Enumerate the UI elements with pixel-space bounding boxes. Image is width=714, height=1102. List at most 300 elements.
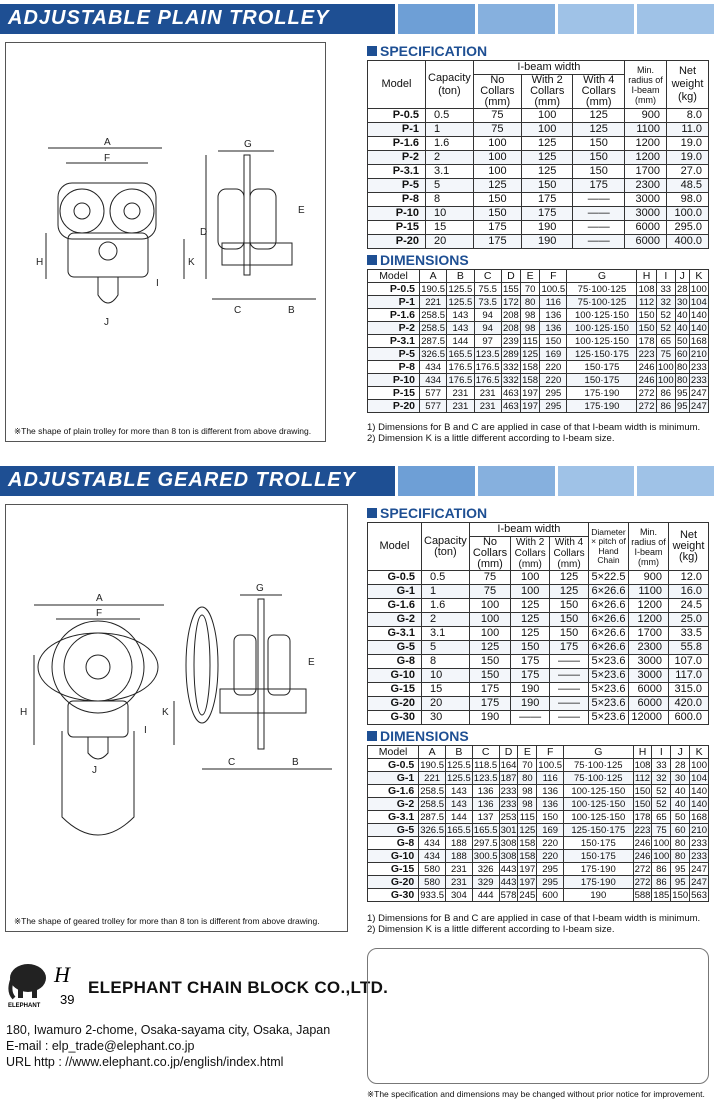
dim-cell: 300.5 [473, 850, 498, 862]
dim-cell: 158 [522, 374, 539, 386]
spec-row [368, 179, 709, 193]
spec-cell: 30 [422, 711, 470, 725]
svg-text:B: B [288, 305, 295, 316]
dim-cell: 295 [540, 400, 567, 413]
dim-cell: 73.5 [474, 296, 501, 309]
dim-cell: 308 [500, 850, 517, 862]
spec-cell: —— [573, 193, 625, 207]
model-cell: G-3.1 [368, 627, 422, 641]
dim-cell: 116 [537, 772, 564, 785]
spec-cell: 5×22.5 [589, 571, 629, 585]
dim-cell: 80 [677, 374, 688, 386]
spec-row [368, 109, 709, 123]
dim-cell: 94 [474, 309, 501, 322]
dim-cell: 165.5 [473, 824, 498, 836]
spec-cell: 150 [573, 137, 625, 151]
spec-cell: 0.5 [426, 109, 474, 123]
spec-cell: 10 [422, 669, 470, 683]
dim-cell: 75 [656, 348, 675, 361]
dim-cell: 140 [691, 785, 707, 797]
model-cell: G-1 [368, 585, 422, 599]
dim-cell: 289 [502, 348, 519, 360]
dim-cell: 95 [677, 387, 688, 399]
spec-row [368, 123, 709, 137]
dim-cell: 231 [447, 400, 474, 413]
dim-cell: 176.5 [448, 374, 473, 386]
model-cell: G-1.6 [368, 785, 419, 798]
spec-cell: 175 [521, 193, 573, 207]
dim-cell: 221 [419, 772, 446, 785]
model-cell: P-8 [368, 193, 426, 207]
dim-cell: 150 [672, 889, 689, 901]
dim-cell: 297.5 [473, 837, 498, 849]
email-line: E-mail : elp_trade@elephant.co.jp [6, 1039, 195, 1053]
dim-cell: 245 [519, 889, 536, 901]
dim-cell: 40 [677, 322, 688, 334]
dim-cell: 40 [671, 785, 690, 798]
dim-row [368, 785, 709, 798]
company-name: ELEPHANT CHAIN BLOCK CO.,LTD. [88, 978, 389, 997]
spec-cell: 1200 [625, 151, 667, 165]
dim-header-cell: I [656, 270, 675, 283]
spec-cell: 2 [422, 613, 470, 627]
spec-cell: 175 [473, 235, 521, 249]
spec-cell: 24.5 [669, 599, 709, 613]
dim-cell: 933.5 [420, 889, 444, 901]
spec-cell: 125 [511, 599, 550, 613]
model-cell: P-1.6 [368, 309, 420, 322]
dim-header-cell: A [419, 746, 446, 759]
plain-dim-header-row [368, 270, 709, 283]
spec-cell: —— [550, 669, 589, 683]
spec-cell: 75 [473, 123, 521, 137]
model-cell: G-8 [368, 837, 419, 850]
dim-cell: 247 [690, 400, 707, 412]
dim-cell: 197 [519, 876, 536, 888]
svg-text:G: G [244, 139, 252, 150]
dim-header-cell: B [446, 746, 473, 759]
dim-row [368, 322, 709, 335]
svg-text:D: D [200, 227, 208, 238]
spec-cell: 20 [422, 697, 470, 711]
spec-cell: 125 [521, 165, 573, 179]
dim-cell: 98 [521, 309, 540, 322]
model-cell: P-20 [368, 400, 420, 413]
dim-row [368, 759, 709, 772]
spec-cell: 75 [469, 585, 510, 599]
dim-cell: 168 [691, 811, 707, 823]
dim-cell: 577 [420, 387, 447, 400]
geared-dim-header-row [368, 746, 709, 759]
geared-drawing-box [5, 504, 348, 932]
dim-cell: 233 [500, 785, 517, 797]
spec-cell: 190 [469, 711, 510, 725]
spec-cell: 175 [521, 207, 573, 221]
model-cell: G-10 [368, 850, 419, 863]
dim-header-cell: F [540, 270, 567, 283]
th-radius: Min. radius of I-beam (mm) [625, 61, 667, 109]
dim-cell: 104 [691, 772, 707, 784]
spec-cell: —— [573, 207, 625, 221]
dim-cell: 52 [656, 309, 675, 322]
dim-cell: 136 [472, 798, 499, 811]
spec-cell: 27.0 [667, 165, 709, 179]
model-cell: G-2 [368, 613, 422, 627]
spec-cell: 190 [511, 683, 550, 697]
dim-cell: 233 [691, 850, 707, 862]
spec-cell: 5×23.6 [589, 655, 629, 669]
spec-cell: 420.0 [669, 697, 709, 711]
spec-cell: 8 [426, 193, 474, 207]
dim-row [368, 296, 709, 309]
dim-cell: 176.5 [448, 361, 473, 373]
dim-cell: 75 [652, 824, 671, 837]
dim-cell: 125.5 [448, 296, 473, 308]
dim-cell: 150·175 [564, 850, 634, 863]
model-cell: P-3.1 [368, 165, 426, 179]
dim-cell: 220 [537, 850, 564, 863]
th-capacity: Capacity (ton) [422, 523, 470, 571]
dim-cell: 118.5 [474, 759, 498, 771]
spec-cell: 5×23.6 [589, 683, 629, 697]
dim-cell: 86 [656, 400, 675, 413]
spec-cell: —— [550, 683, 589, 697]
spec-cell: 125 [550, 585, 589, 599]
dim-cell: 220 [540, 361, 567, 374]
spec-cell: 2300 [629, 641, 669, 655]
spec-cell: 20 [426, 235, 474, 249]
dim-cell: 150·175 [567, 374, 637, 387]
spec-cell: 5×23.6 [589, 711, 629, 725]
dim-header-cell: Model [368, 746, 419, 759]
spec-row [368, 627, 709, 641]
dim-cell: 125.5 [447, 759, 471, 771]
dim-cell: 580 [419, 876, 446, 889]
spec-cell: 100 [511, 585, 550, 599]
svg-text:C: C [228, 757, 236, 768]
dim-cell: 463 [502, 387, 519, 399]
dim-cell: 150 [638, 309, 655, 321]
spec-cell: 6000 [625, 221, 667, 235]
dim-row [368, 387, 709, 400]
dim-cell: 178 [634, 811, 651, 823]
spec-cell: 6×26.6 [589, 599, 629, 613]
spec-cell: 190 [511, 697, 550, 711]
dim-cell: 210 [690, 348, 707, 360]
dim-cell: 220 [540, 374, 567, 387]
dim-header-cell: I [652, 746, 671, 759]
spec-cell: 1.6 [422, 599, 470, 613]
plain-spec-body [368, 109, 709, 249]
dim-cell: 150·175 [564, 837, 634, 850]
th-with4: With 4 Collars (mm) [573, 75, 625, 109]
dim-cell: 187 [500, 772, 517, 784]
svg-text:E: E [298, 205, 305, 216]
dim-cell: 100.5 [538, 759, 563, 771]
dim-cell: 463 [502, 400, 519, 412]
th-no-collars: No Collars (mm) [469, 537, 510, 571]
dim-cell: 434 [419, 837, 446, 850]
svg-text:A: A [104, 137, 111, 148]
dim-cell: 95 [671, 876, 690, 889]
dim-cell: 246 [634, 837, 651, 849]
model-cell: P-15 [368, 221, 426, 235]
dim-row [368, 811, 709, 824]
spec-row [368, 235, 709, 249]
spec-cell: 100 [469, 627, 510, 641]
banner-stripes [395, 4, 714, 34]
model-cell: G-5 [368, 641, 422, 655]
dim-row [368, 335, 709, 348]
spec-cell: 125 [473, 179, 521, 193]
dim-cell: 233 [500, 798, 517, 810]
dim-cell: 295 [540, 387, 567, 400]
dim-cell: 75·100·125 [564, 772, 634, 785]
th-weight: Net weight (kg) [667, 61, 709, 109]
spec-cell: 125 [550, 571, 589, 585]
dim-cell: 332 [502, 374, 519, 386]
dim-cell: 95 [677, 400, 688, 412]
spec-cell: 1200 [629, 613, 669, 627]
dim-cell: 326.5 [420, 824, 444, 836]
dim-cell: 247 [691, 863, 707, 875]
model-cell: G-10 [368, 669, 422, 683]
th-model: Model [368, 61, 426, 109]
dim-cell: 112 [637, 296, 656, 309]
dim-cell: 253 [500, 811, 517, 823]
dim-cell: 60 [671, 824, 690, 837]
dim-cell: 190.5 [421, 283, 446, 295]
dim-cell: 75·100·125 [564, 759, 634, 772]
dim-cell: 144 [446, 811, 473, 824]
dim-cell: 272 [634, 876, 651, 888]
dim-cell: 326.5 [421, 348, 446, 360]
dim-cell: 100.5 [541, 283, 566, 295]
spec-cell: 900 [625, 109, 667, 123]
th-capacity: Capacity (ton) [426, 61, 474, 109]
spec-cell: 150 [511, 641, 550, 655]
dim-cell: 100 [653, 837, 670, 849]
spec-cell: 600.0 [669, 711, 709, 725]
dim-cell: 136 [537, 785, 564, 798]
spec-cell: 125 [469, 641, 510, 655]
spec-cell: —— [550, 711, 589, 725]
spec-cell: 100 [511, 571, 550, 585]
dim-row [368, 863, 709, 876]
dim-cell: 247 [690, 387, 707, 399]
spec-cell: 150 [521, 179, 573, 193]
dim-cell: 233 [691, 837, 707, 849]
dim-cell: 143 [446, 798, 473, 811]
svg-text:I: I [144, 725, 147, 736]
svg-text:I: I [156, 278, 159, 289]
spec-cell: 150 [550, 613, 589, 627]
spec-cell: 190 [521, 221, 573, 235]
spec-row [368, 641, 709, 655]
spec-cell: 125 [511, 613, 550, 627]
dim-cell: 30 [671, 772, 690, 785]
spec-cell: 0.5 [422, 571, 470, 585]
geared-note-1: 1) Dimensions for B and C are applied in case of that I-beam width is minimum. [367, 913, 701, 924]
dim-cell: 80 [521, 296, 540, 309]
dim-cell: 231 [474, 400, 501, 413]
spec-cell: 150 [473, 207, 521, 221]
dim-cell: 150 [634, 798, 651, 810]
dim-cell: 98 [518, 798, 537, 811]
spec-cell: 175 [550, 641, 589, 655]
dim-cell: 220 [537, 837, 564, 850]
geared-spec-heading: SPECIFICATION [367, 505, 487, 521]
model-cell: G-0.5 [368, 759, 419, 772]
spec-cell: 175 [469, 683, 510, 697]
spec-cell: 1 [426, 123, 474, 137]
dim-cell: 434 [420, 374, 447, 387]
dim-cell: 175·190 [564, 863, 634, 876]
spec-row [368, 613, 709, 627]
dim-cell: 223 [634, 824, 651, 836]
spec-cell: 100 [469, 613, 510, 627]
dim-cell: 158 [519, 837, 536, 849]
plain-notes [367, 422, 700, 444]
dim-header-cell: H [633, 746, 652, 759]
dim-cell: 60 [677, 348, 688, 360]
spec-row [368, 165, 709, 179]
dim-cell: 144 [447, 335, 474, 348]
dim-cell: 295 [537, 863, 564, 876]
spec-cell: 12.0 [669, 571, 709, 585]
dim-header-cell: J [671, 746, 690, 759]
spec-cell: 150 [573, 165, 625, 179]
logo-number: 39 [60, 992, 75, 1007]
dim-cell: 165.5 [447, 824, 471, 836]
dim-header-cell: H [637, 270, 656, 283]
dim-cell: 100·125·150 [564, 785, 634, 798]
model-cell: P-10 [368, 374, 420, 387]
svg-text:K: K [188, 257, 195, 268]
spec-cell: 1 [422, 585, 470, 599]
spec-cell: 16.0 [669, 585, 709, 599]
model-cell: P-0.5 [368, 283, 420, 296]
dim-cell: 223 [638, 348, 655, 360]
dim-cell: 108 [638, 283, 655, 295]
dim-cell: 272 [634, 863, 651, 875]
spec-cell: 75 [469, 571, 510, 585]
spec-cell: —— [511, 711, 550, 725]
th-radius: Min. radius of I-beam (mm) [629, 523, 669, 571]
dim-header-cell: D [499, 746, 518, 759]
spec-cell: 12000 [629, 711, 669, 725]
dim-cell: 434 [419, 850, 446, 863]
spec-cell: 98.0 [667, 193, 709, 207]
dim-cell: 208 [502, 322, 519, 334]
model-cell: G-8 [368, 655, 422, 669]
model-cell: P-1 [368, 296, 420, 309]
svg-text:C: C [234, 305, 242, 316]
plain-drawing-box [5, 42, 326, 442]
dim-cell: 434 [420, 361, 447, 374]
dim-cell: 444 [472, 889, 499, 902]
dim-cell: 158 [522, 361, 539, 373]
dim-cell: 287.5 [420, 811, 444, 823]
spec-cell: 900 [629, 571, 669, 585]
svg-text:E: E [308, 657, 315, 668]
dim-cell: 52 [652, 785, 671, 798]
dim-cell: 100·125·150 [567, 322, 637, 335]
dim-cell: 94 [474, 322, 501, 335]
spec-row [368, 151, 709, 165]
dim-header-cell: B [447, 270, 474, 283]
svg-text:F: F [96, 608, 103, 619]
dim-header-cell: J [675, 270, 689, 283]
model-cell: P-1.6 [368, 137, 426, 151]
dim-cell: 140 [690, 309, 707, 321]
url-line: URL http : //www.elephant.co.jp/english/index.html [6, 1055, 284, 1069]
dim-cell: 33 [652, 759, 671, 772]
spec-cell: 6000 [629, 697, 669, 711]
dim-cell: 143 [446, 785, 473, 798]
dim-cell: 176.5 [475, 374, 500, 386]
model-cell: P-5 [368, 348, 420, 361]
dim-cell: 443 [500, 863, 517, 875]
dim-cell: 115 [521, 335, 540, 348]
dim-cell: 258.5 [420, 798, 444, 810]
dim-header-cell: G [564, 746, 634, 759]
dim-row [368, 824, 709, 837]
spec-cell: 175 [469, 697, 510, 711]
spec-cell: 19.0 [667, 137, 709, 151]
spec-cell: 150 [573, 151, 625, 165]
dim-cell: 197 [522, 400, 539, 412]
spec-cell: 150 [473, 193, 521, 207]
th-with4: With 4 Collars (mm) [550, 537, 589, 571]
dim-cell: 100 [657, 361, 674, 373]
dim-cell: 326 [472, 863, 499, 876]
dim-header-cell: K [689, 270, 708, 283]
dim-cell: 75.5 [474, 283, 501, 296]
dim-cell: 86 [652, 863, 671, 876]
dim-row [368, 348, 709, 361]
dim-header-cell: Model [368, 270, 420, 283]
dim-cell: 221 [420, 296, 447, 309]
spec-row [368, 655, 709, 669]
dim-row [368, 876, 709, 889]
spec-cell: 315.0 [669, 683, 709, 697]
dim-cell: 150·175 [567, 361, 637, 374]
th-with2: With 2 Collars (mm) [521, 75, 573, 109]
spec-cell: 125 [521, 137, 573, 151]
dim-cell: 578 [500, 889, 517, 901]
dim-cell: 115 [519, 811, 535, 823]
dim-cell: 329 [472, 876, 499, 889]
dim-cell: 258.5 [421, 322, 446, 334]
spec-cell: 3000 [629, 655, 669, 669]
dim-cell: 98 [518, 785, 537, 798]
dim-cell: 28 [677, 283, 688, 295]
dim-cell: 98 [521, 322, 540, 335]
dim-cell: 136 [540, 322, 567, 335]
geared-banner [0, 466, 714, 496]
dim-row [368, 850, 709, 863]
dim-cell: 150 [537, 811, 564, 824]
dim-cell: 231 [446, 876, 473, 889]
dim-cell: 233 [690, 374, 707, 386]
spec-row [368, 193, 709, 207]
dim-cell: 65 [656, 335, 675, 348]
spec-cell: 6×26.6 [589, 585, 629, 599]
dim-cell: 272 [638, 387, 655, 399]
model-cell: P-5 [368, 179, 426, 193]
geared-title: ADJUSTABLE GEARED TROLLEY [0, 466, 395, 496]
